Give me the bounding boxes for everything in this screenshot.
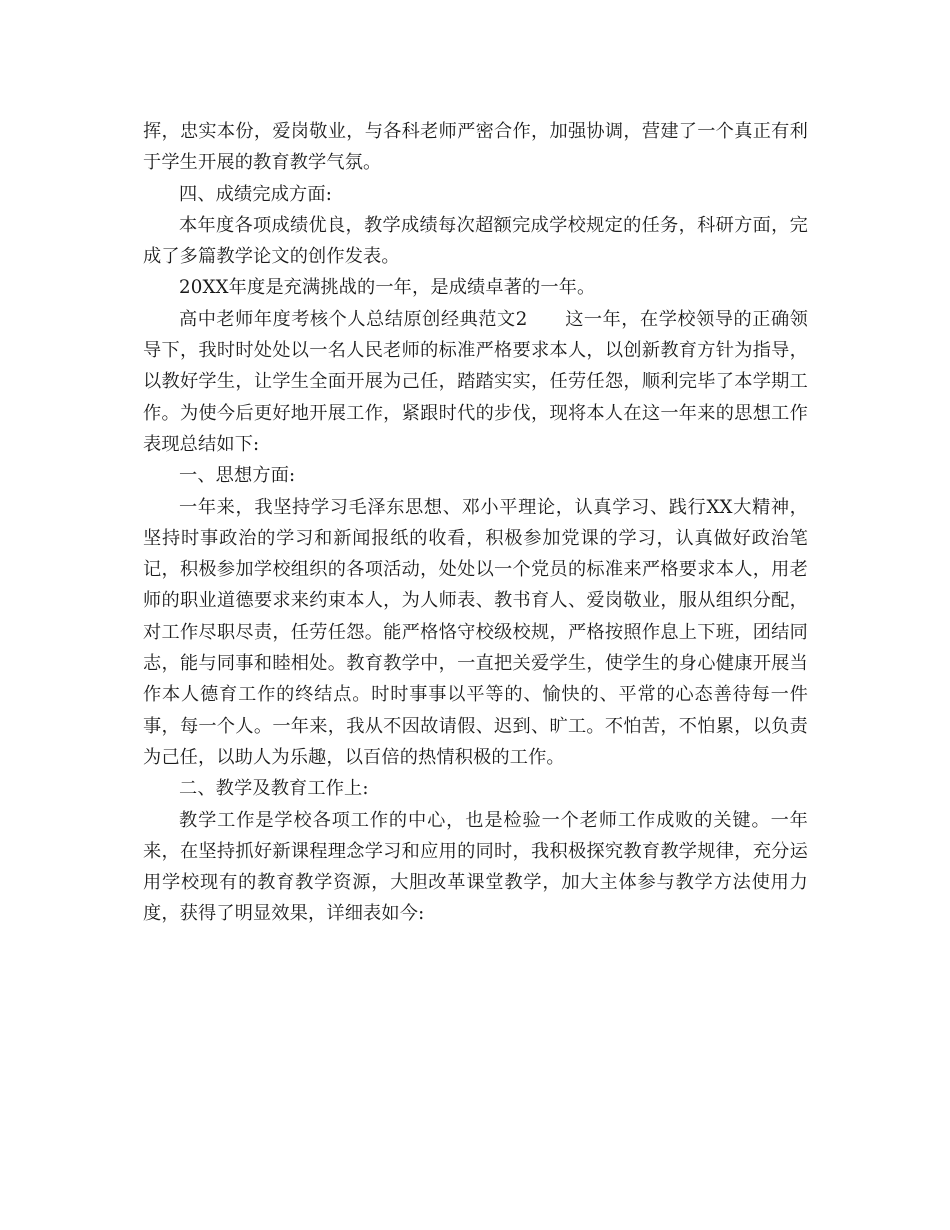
heading-teaching: 二、教学及教育工作上:: [179, 778, 369, 800]
paragraph-achievement: 本年度各项成绩优良，教学成绩每次超额完成学校规定的任务，科研方面，完成了多篇教学论文的创作发表。: [143, 214, 808, 268]
paragraph-teaching: 教学工作是学校各项工作的中心，也是检验一个老师工作成败的关键。一年来，在坚持抓好新课程理念学习和应用的同时，我积极探究教育教学规律，充分运用学校现有的教育教学资源，大胆改革课堂教学，加大主体参与教学方法使用力度，获得了明显效果，详细表如今:: [143, 809, 808, 925]
paragraph-essay-2-intro: 高中老师年度考核个人总结原创经典范文2 这一年，在学校领导的正确领导下，我时时处处以一名人民老师的标准严格要求本人，以创新教育方针为指导，以教好学生，让学生全面开展为己任，踏踏实实，任劳任怨，顺利完毕了本学期工作。为使今后更好地开展工作，紧跟时代的步伐，现将本人在这一年来的思想工作表现总结如下:: [143, 308, 808, 455]
paragraph-continuation: 挥，忠实本份，爱岗敬业，与各科老师严密合作，加强协调，营建了一个真正有利于学生开展的教育教学气氛。: [143, 121, 808, 174]
document-body: [143, 116, 808, 930]
paragraph-ideology: 一年来，我坚持学习毛泽东思想、邓小平理论，认真学习、践行XX大精神，坚持时事政治的学习和新闻报纸的收看，积极参加党课的学习，认真做好政治笔记，积极参加学校组织的各项活动，处处以一个党员的标准来严格要求本人，用老师的职业道德要求来约束本人，为人师表、教书育人、爱岗敬业，服从组织分配，对工作尽职尽责，任劳任怨。能严格恪守校级校规，严格按照作息上下班，团结同志，能与同事和睦相处。教育教学中，一直把关爱学生，使学生的身心健康开展当作本人德育工作的终结点。时时事事以平等的、愉快的、平常的心态善待每一件事，每一个人。一年来，我从不因故请假、迟到、旷工。不怕苦，不怕累，以负责为己任，以助人为乐趣，以百倍的热情积极的工作。: [143, 496, 808, 768]
heading-achievement: 四、成绩完成方面:: [179, 183, 332, 205]
paragraph-year-summary: 20XX年度是充满挑战的一年，是成绩卓著的一年。: [179, 277, 596, 299]
heading-ideology: 一、思想方面:: [179, 465, 296, 487]
